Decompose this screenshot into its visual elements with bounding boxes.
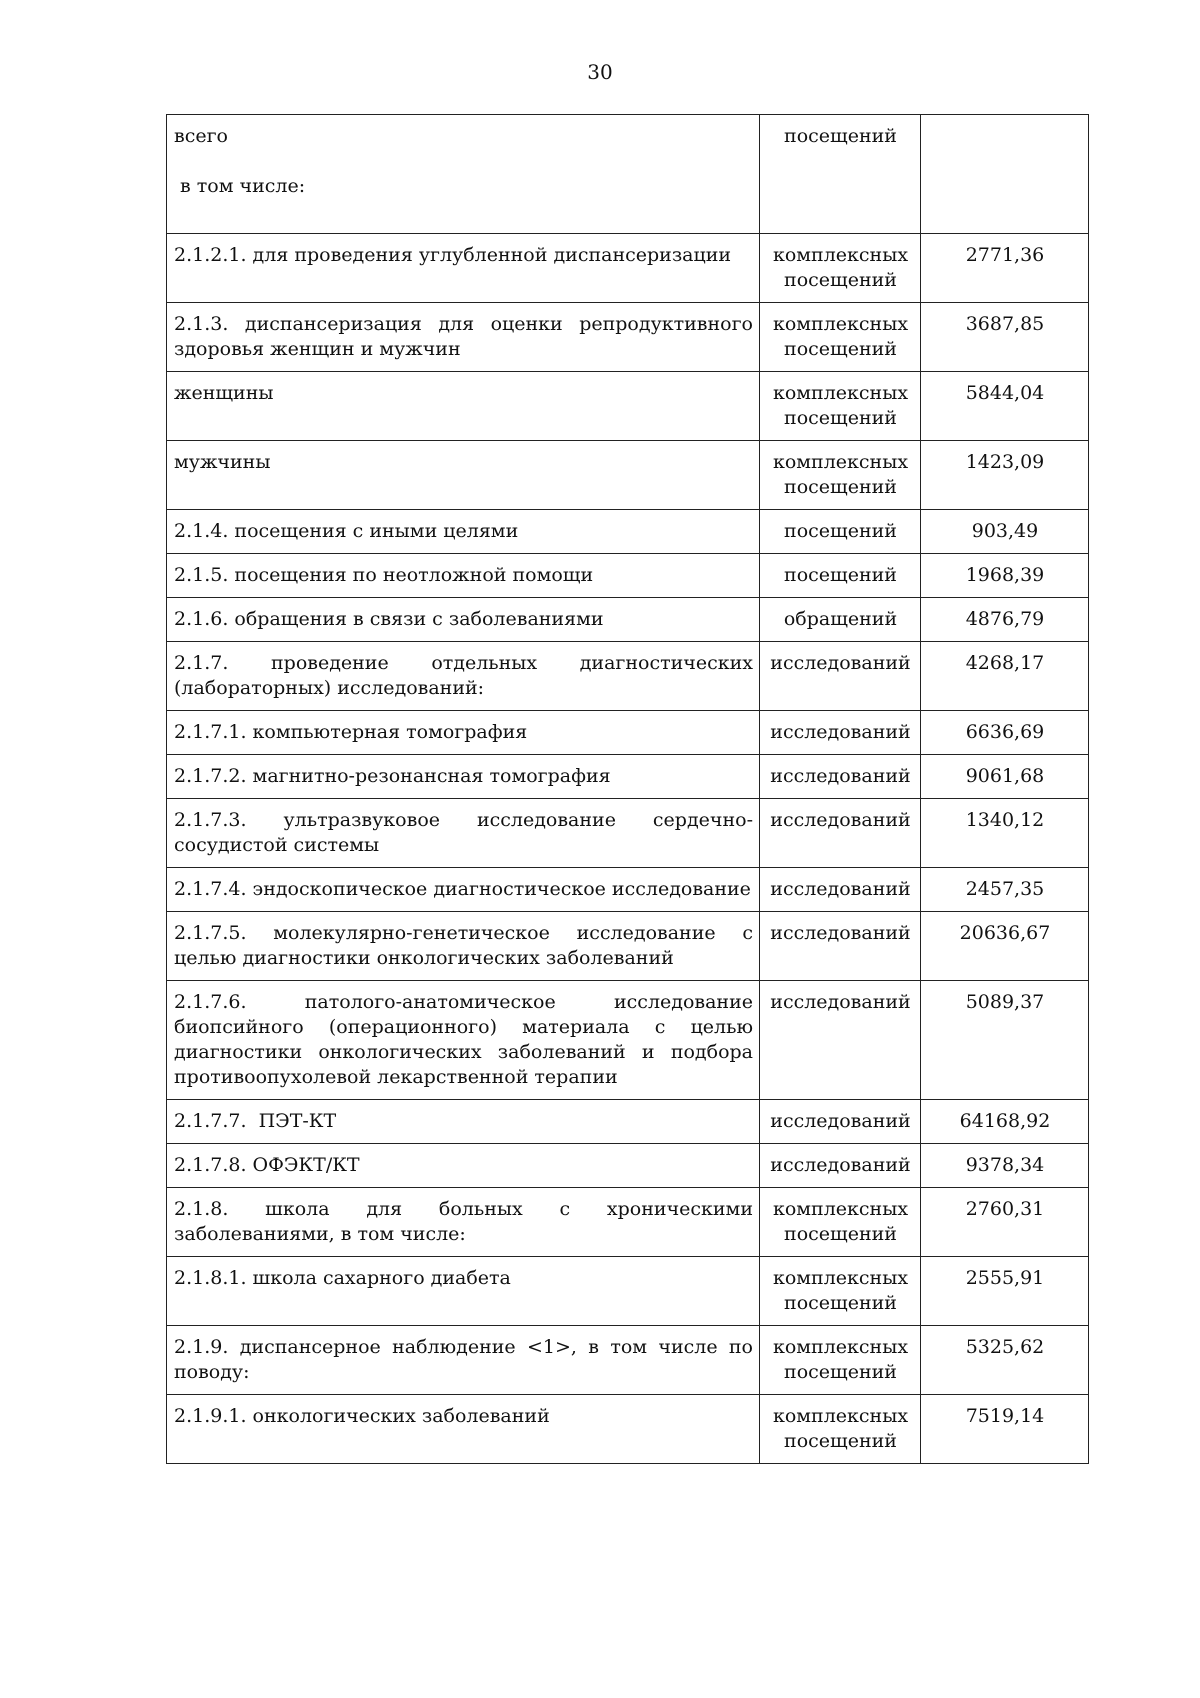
row-name-cell: 2.1.8.1. школа сахарного диабета: [167, 1257, 760, 1326]
table-row: [167, 441, 1089, 510]
row-value-cell: 903,49: [921, 510, 1089, 554]
row-name-cell: 2.1.7.1. компьютерная томография: [167, 711, 760, 755]
table-row: [167, 981, 1089, 1100]
row-name-cell: 2.1.7.8. ОФЭКТ/КТ: [167, 1144, 760, 1188]
row-name-cell: 2.1.7.6. патолого-анатомическое исследование биопсийного (операционного) материала с целью диагностики онкологических заболеваний и подбора противоопухолевой лекарственной терапии: [167, 981, 760, 1100]
row-name-cell: 2.1.3. диспансеризация для оценки репродуктивного здоровья женщин и мужчин: [167, 303, 760, 372]
row-unit-cell: обращений: [760, 598, 921, 642]
row-name-cell: мужчины: [167, 441, 760, 510]
row-unit-cell: исследований: [760, 912, 921, 981]
row-name-cell: 2.1.8. школа для больных с хроническими заболеваниями, в том числе:: [167, 1188, 760, 1257]
row-name-cell: женщины: [167, 372, 760, 441]
row-value-cell: 1340,12: [921, 799, 1089, 868]
table-row: [167, 912, 1089, 981]
row-name-cell: 2.1.7.3. ультразвуковое исследование сердечно-сосудистой системы: [167, 799, 760, 868]
table-row: [167, 115, 1089, 234]
table-row: [167, 598, 1089, 642]
row-unit-cell: посещений: [760, 554, 921, 598]
table-row: [167, 510, 1089, 554]
row-value-cell: 20636,67: [921, 912, 1089, 981]
row-name-cell: 2.1.7.7. ПЭТ-КТ: [167, 1100, 760, 1144]
table-row: [167, 1326, 1089, 1395]
row-name-cell: 2.1.9.1. онкологических заболеваний: [167, 1395, 760, 1464]
tariff-table: [166, 114, 1089, 1464]
table-row: [167, 1100, 1089, 1144]
row-unit-cell: исследований: [760, 711, 921, 755]
row-unit-cell: комплексных посещений: [760, 234, 921, 303]
row-name-cell: 2.1.2.1. для проведения углубленной диспансеризации: [167, 234, 760, 303]
row-name-cell: 2.1.7.5. молекулярно-генетическое исследование с целью диагностики онкологических заболеваний: [167, 912, 760, 981]
row-value-cell: 1423,09: [921, 441, 1089, 510]
row-unit-cell: посещений: [760, 115, 921, 234]
row-name-cell: 2.1.7.4. эндоскопическое диагностическое исследование: [167, 868, 760, 912]
row-value-cell: 9061,68: [921, 755, 1089, 799]
row-value-cell: 5325,62: [921, 1326, 1089, 1395]
table-row: [167, 711, 1089, 755]
row-name-cell: 2.1.7. проведение отдельных диагностических (лабораторных) исследований:: [167, 642, 760, 711]
row-unit-cell: исследований: [760, 799, 921, 868]
row-value-cell: 3687,85: [921, 303, 1089, 372]
row-value-cell: 6636,69: [921, 711, 1089, 755]
table-row: [167, 1395, 1089, 1464]
row-unit-cell: исследований: [760, 868, 921, 912]
row-unit-cell: комплексных посещений: [760, 372, 921, 441]
row-unit-cell: комплексных посещений: [760, 1257, 921, 1326]
row-value-cell: [921, 115, 1089, 234]
row-value-cell: 1968,39: [921, 554, 1089, 598]
table-row: [167, 303, 1089, 372]
table-row: [167, 755, 1089, 799]
row-value-cell: 2771,36: [921, 234, 1089, 303]
row-name-line: всего: [174, 125, 228, 147]
row-unit-cell: комплексных посещений: [760, 1188, 921, 1257]
table-row: [167, 799, 1089, 868]
row-name-line: в том числе:: [174, 175, 306, 197]
table-row: [167, 554, 1089, 598]
row-name-cell: 2.1.6. обращения в связи с заболеваниями: [167, 598, 760, 642]
table-row: [167, 868, 1089, 912]
row-value-cell: 64168,92: [921, 1100, 1089, 1144]
row-unit-cell: исследований: [760, 1144, 921, 1188]
row-value-cell: 7519,14: [921, 1395, 1089, 1464]
row-unit-cell: комплексных посещений: [760, 1326, 921, 1395]
row-unit-cell: комплексных посещений: [760, 1395, 921, 1464]
row-value-cell: 2457,35: [921, 868, 1089, 912]
page-number: 30: [587, 60, 613, 84]
row-value-cell: 5844,04: [921, 372, 1089, 441]
row-unit-cell: исследований: [760, 642, 921, 711]
row-name-cell: [167, 115, 760, 234]
row-name-cell: 2.1.5. посещения по неотложной помощи: [167, 554, 760, 598]
row-unit-cell: исследований: [760, 755, 921, 799]
row-unit-cell: комплексных посещений: [760, 441, 921, 510]
row-value-cell: 4268,17: [921, 642, 1089, 711]
row-value-cell: 4876,79: [921, 598, 1089, 642]
row-value-cell: 2760,31: [921, 1188, 1089, 1257]
table-row: [167, 1257, 1089, 1326]
row-value-cell: 5089,37: [921, 981, 1089, 1100]
table-row: [167, 234, 1089, 303]
row-name-cell: 2.1.7.2. магнитно-резонансная томография: [167, 755, 760, 799]
table-row: [167, 1188, 1089, 1257]
table-row: [167, 642, 1089, 711]
row-unit-cell: посещений: [760, 510, 921, 554]
table-row: [167, 1144, 1089, 1188]
row-value-cell: 2555,91: [921, 1257, 1089, 1326]
row-name-cell: 2.1.9. диспансерное наблюдение <1>, в том числе по поводу:: [167, 1326, 760, 1395]
row-unit-cell: исследований: [760, 981, 921, 1100]
row-value-cell: 9378,34: [921, 1144, 1089, 1188]
row-unit-cell: комплексных посещений: [760, 303, 921, 372]
table-row: [167, 372, 1089, 441]
row-unit-cell: исследований: [760, 1100, 921, 1144]
row-name-cell: 2.1.4. посещения с иными целями: [167, 510, 760, 554]
